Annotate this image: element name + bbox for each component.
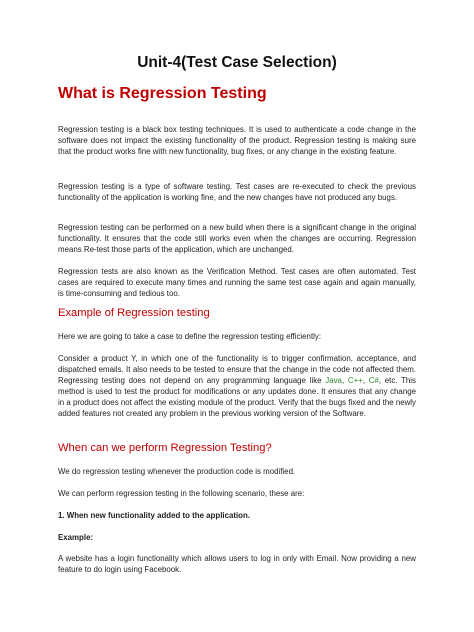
example-label: Example: <box>58 533 94 542</box>
example-body-text-1: Consider a product Y, in which one of the functionality is to trigger confirmation, acceptance, and dispatched emails. It also needs to be tested to ensure that the change in the code not affected them. Regressing testing does not depend on any programming language like <box>58 354 416 385</box>
lang-java-link[interactable]: Java <box>325 376 342 385</box>
example-body <box>58 353 416 419</box>
when-paragraph-2: We can perform regression testing in the following scenario, these are: <box>58 489 305 498</box>
document-title: Unit-4(Test Case Selection) <box>137 54 337 71</box>
paragraph-1: Regression testing is a black box testing techniques. It is used to authenticate a code change in the software does not impact the existing functionality of the product. Regression testing is making sure that the product works fine with new functionality, bug fixes, or any change in the existing feature. <box>58 125 416 156</box>
separator: , <box>362 376 369 385</box>
separator: , <box>341 376 348 385</box>
lang-csharp-link[interactable]: C# <box>368 376 379 385</box>
example-body-text-2: , etc. This method is used to test the product for modifications or any updates done. It ensures that any change in a product does not affect the existing module of the product. Verify that the bugs fixed and the newly added features not created any problem in the previous working version of the Software. <box>58 376 416 418</box>
paragraph-2: Regression testing is a type of software testing. Test cases are re-executed to check the previous functionality of the application is working fine, and the new changes have not produced any bugs. <box>58 182 416 202</box>
example-text: A website has a login functionality which allows users to log in only with Email. Now providing a new feature to do login using Facebook. <box>58 554 416 574</box>
lang-cpp-link[interactable]: C++ <box>347 376 363 385</box>
section-heading: What is Regression Testing <box>58 85 267 102</box>
paragraph-3: Regression testing can be performed on a new build when there is a significant change in the original functionality. It ensures that the code still works even when the changes are occurring. Regression means Re-test those parts of the application, which are unchanged. <box>58 223 416 254</box>
scenario-1: 1. When new functionality added to the application. <box>58 511 251 520</box>
example-intro: Here we are going to take a case to define the regression testing efficiently: <box>58 332 322 341</box>
when-heading: When can we perform Regression Testing? <box>58 442 272 454</box>
paragraph-4: Regression tests are also known as the Verification Method. Test cases are often automated. Test cases are required to execute many times and running the same test case again and again manually, is time-consuming and tedious too. <box>58 267 416 298</box>
example-heading: Example of Regression testing <box>58 307 210 319</box>
when-paragraph-1: We do regression testing whenever the production code is modified. <box>58 467 296 476</box>
